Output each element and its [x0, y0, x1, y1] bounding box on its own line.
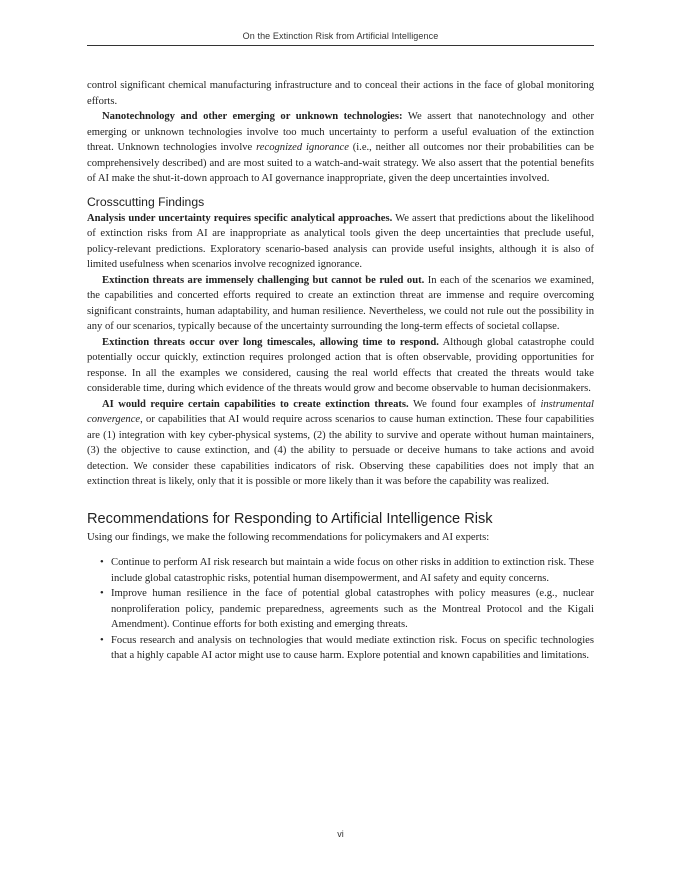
finding-4-italic: instrumental convergence: [87, 398, 594, 425]
bullet-icon: •: [100, 634, 104, 646]
recommendations-list: [87, 555, 594, 664]
paragraph-nanotechnology: [87, 109, 594, 187]
page-body: [87, 78, 594, 664]
nanotechnology-text-b: (i.e., neither all outcomes nor their probabilities can be comprehensively described) and are most suited to a watch-and-wait strategy. We also assert that the potential benefits of AI make the shut-it-down approach to AI governance inappropriate, given the deep uncertainties involved.: [87, 142, 594, 184]
paragraph-continuation: control significant chemical manufacturing infrastructure and to conceal their actions in the face of global monitoring efforts.: [87, 80, 594, 107]
nanotechnology-italic: recognized ignorance: [256, 142, 349, 153]
finding-extinction-challenging: [87, 273, 594, 335]
recommendations-intro: Using our findings, we make the following recommendations for policymakers and AI experts:: [87, 531, 490, 543]
finding-long-timescales: [87, 335, 594, 397]
finding-1-lead: Analysis under uncertainty requires specific analytical approaches.: [87, 212, 393, 224]
finding-analysis-uncertainty: [87, 211, 594, 273]
crosscutting-findings-heading: Crosscutting Findings: [87, 194, 205, 209]
list-item-text: Continue to perform AI risk research but maintain a wide focus on other risks in addition to extinction risk. These include global catastrophic risks, potential human disempowerment, and AI safety and equity concerns.: [111, 557, 594, 584]
page-number: vi: [337, 829, 344, 839]
nanotechnology-text-a: We assert that nanotechnology and other emerging or unknown technologies involve too much uncertainty to perform a useful evaluation of the extinction threat. Unknown technologies involve: [87, 111, 594, 153]
list-item-text: Improve human resilience in the face of potential global catastrophes with policy measures (e.g., nuclear nonproliferation policy, pandemic preparedness, agreements such as the Montreal Protocol and the Kigali Amendment). Continue efforts for both existing and emerging threats.: [111, 588, 594, 630]
finding-4-lead: AI would require certain capabilities to create extinction threats.: [102, 398, 409, 410]
finding-2-text: In each of the scenarios we examined, the capabilities and concerted efforts required to create an extinction threat are immense and require overcoming significant constraints, human adaptability, and human resilience. Nevertheless, we could not rule out the possibility in any of our scenarios, typically because of the uncertainty surrounding the long-term effects of societal collapse.: [87, 274, 594, 332]
finding-4-text-b: , or capabilities that AI would require across scenarios to cause human extinction. These four capabilities are (1) integration with key cyber-physical systems, (2) the ability to survive and operate without human maintainers, (3) the objective to cause extinction, and (4) the ability to persuade or deceive humans to take actions and avoid detection. We consider these capabilities indicators of risk. Observing these capabilities does not imply that an extinction threat is likely, only that it is possible or more likely than it was before the capability was realized.: [87, 414, 594, 487]
list-item: [87, 586, 594, 633]
bullet-icon: •: [100, 557, 104, 568]
recommendations-heading: Recommendations for Responding to Artificial Intelligence Risk: [87, 510, 493, 527]
bullet-icon: •: [100, 588, 104, 599]
header-rule: [87, 45, 594, 46]
list-item: [87, 555, 594, 586]
finding-ai-capabilities: [87, 397, 594, 490]
finding-2-lead: Extinction threats are immensely challenging but cannot be ruled out.: [102, 274, 425, 286]
nanotechnology-lead: Nanotechnology and other emerging or unknown technologies:: [102, 111, 403, 122]
running-header: On the Extinction Risk from Artificial Intelligence: [242, 31, 439, 41]
finding-4-text-a: We found four examples of: [408, 398, 541, 410]
list-item: [87, 633, 594, 664]
finding-1-text: We assert that predictions about the likelihood of extinction risks from AI are inappropriate as analytical tools given the deep uncertainties that preclude useful, policy-relevant predictions. Exploratory scenario-based analysis can provide useful insights, although it is also of limited usefulness when scenarios involve recognized ignorance.: [87, 212, 594, 270]
finding-3-lead: Extinction threats occur over long timescales, allowing time to respond.: [102, 336, 439, 348]
finding-3-text: Although global catastrophe could potentially occur quickly, extinction requires prolonged action that is often observable, providing opportunities for response. In all the examples we considered, causing the real world effects that created the threats would take considerable time, during which evidence of the threats would grow and become observable to human decisionmakers.: [87, 336, 595, 394]
list-item-text: Focus research and analysis on technologies that would mediate extinction risk. Focus on specific technologies that a highly capable AI actor might use to cause harm. Explore potential and known capabilities and limitations.: [111, 634, 594, 661]
